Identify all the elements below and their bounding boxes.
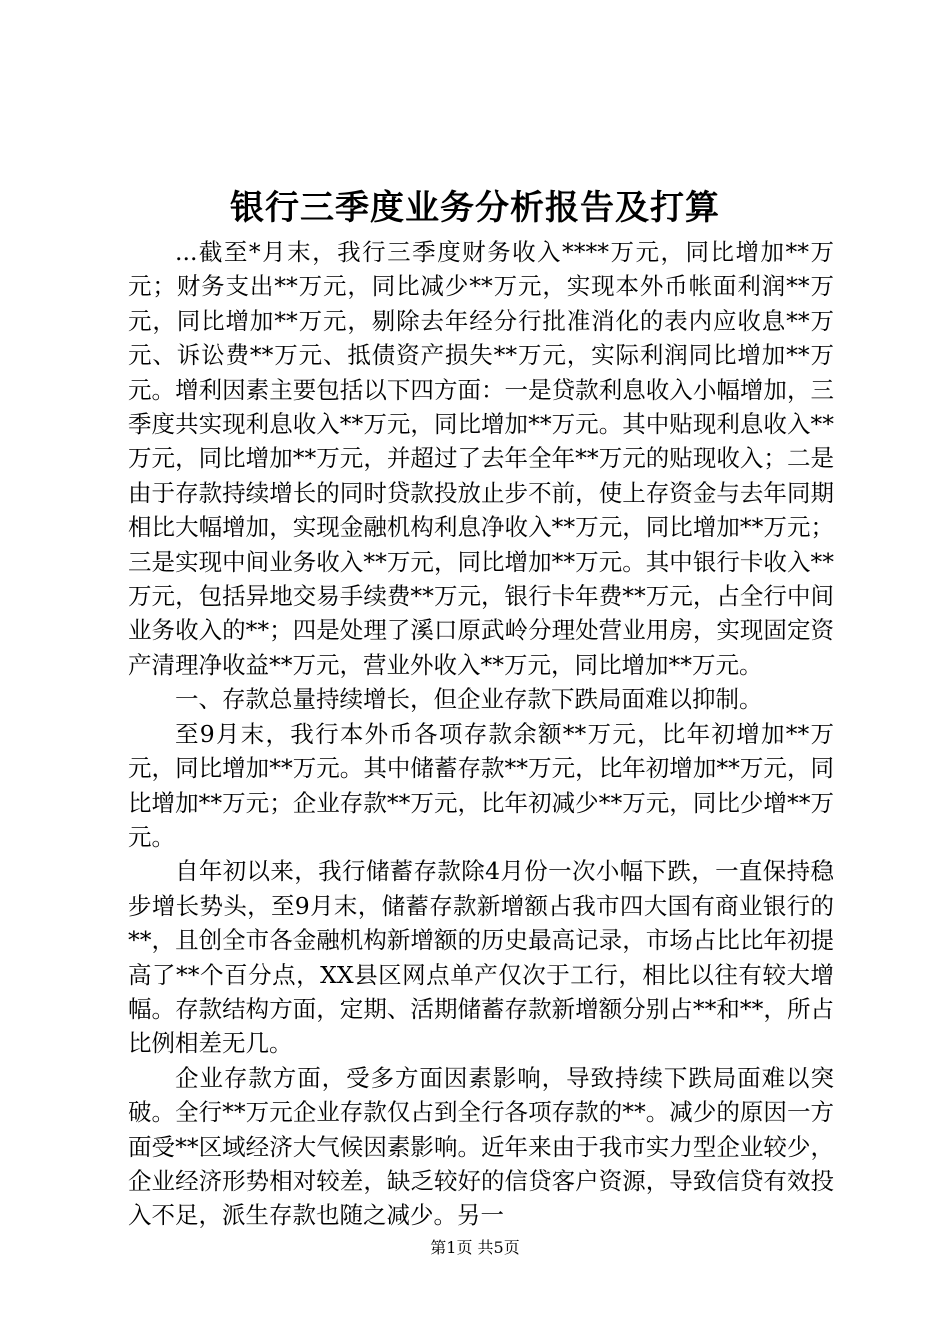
paragraph-deposit-balance: 至9月末，我行本外币各项存款余额**万元，比年初增加**万元，同比增加**万元。其中储蓄存款**万元，比年初增加**万元，同比增加**万元；企业存款**万元，比年初减少**万元，同比少增**万元。 [128, 719, 834, 851]
paragraph-section-heading-deposits: 一、存款总量持续增长，但企业存款下跌局面难以抑制。 [175, 685, 763, 714]
paragraph-enterprise-deposits: 企业存款方面，受多方面因素影响，导致持续下跌局面难以突破。全行**万元企业存款仅占到全行各项存款的**。减少的原因一方面受**区域经济大气候因素影响。近年来由于我市实力型企业较少，企业经济形势相对较差，缺乏较好的信贷客户资源，导致信贷有效投入不足，派生存款也随之减少。另一 [128, 1063, 834, 1230]
document-title: 银行三季度业务分析报告及打算 [230, 188, 720, 228]
document-body [128, 235, 834, 1233]
page-number-footer: 第1页 共5页 [430, 1238, 520, 1257]
paragraph-savings-deposits: 自年初以来，我行储蓄存款除4月份一次小幅下跌，一直保持稳步增长势头，至9月末，储蓄存款新增额占我市四大国有商业银行的**，且创全市各金融机构新增额的历史最高记录，市场占比比年初提高了**个百分点，XX县区网点单产仅次于工行，相比以往有较大增幅。存款结构方面，定期、活期储蓄存款新增额分别占**和**，所占比例相差无几。 [128, 857, 834, 1058]
paragraph-financial-summary: ...截至*月末，我行三季度财务收入****万元，同比增加**万元；财务支出**万元，同比减少**万元，实现本外币帐面利润**万元，同比增加**万元，剔除去年经分行批准消化的表内应收息**万元、诉讼费**万元、抵债资产损失**万元，实际利润同比增加**万元。增利因素主要包括以下四方面：一是贷款利息收入小幅增加，三季度共实现利息收入**万元，同比增加**万元。其中贴现利息收入**万元，同比增加**万元，并超过了去年全年**万元的贴现收入；二是由于存款持续增长的同时贷款投放止步不前，使上存资金与去年同期相比大幅增加，实现金融机构利息净收入**万元，同比增加**万元；三是实现中间业务收入**万元，同比增加**万元。其中银行卡收入**万元，包括异地交易手续费**万元，银行卡年费**万元，占全行中间业务收入的**；四是处理了溪口原武岭分理处营业用房，实现固定资产清理净收益**万元，营业外收入**万元，同比增加**万元。 [128, 238, 834, 679]
